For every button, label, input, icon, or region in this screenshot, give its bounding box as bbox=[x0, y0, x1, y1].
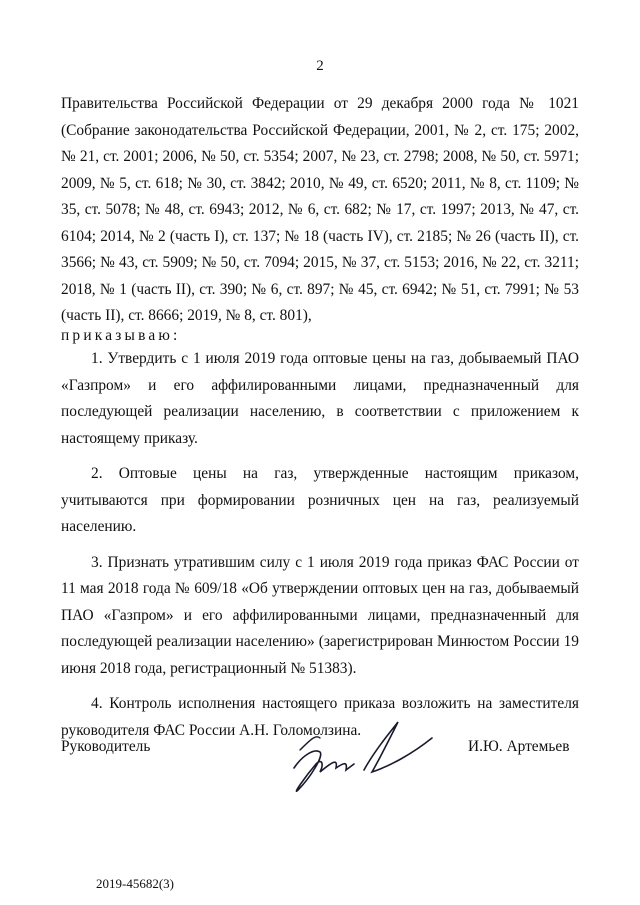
decree-item-2: 2. Оптовые цены на газ, утвержденные настоящим приказом, учитываются при формировании розничных цен на газ, реализуемый населению. bbox=[61, 465, 579, 535]
decree-item-3: 3. Признать утратившим силу с 1 июля 2019 года приказ ФАС России от 11 мая 2018 года № 609/18 «Об утверждении оптовых цен на газ, добываемый ПАО «Газпром» и его аффилированными лицами, предназначенный для последующей реализации населению» (зарегистрирован Минюстом России 19 июня 2018 года, регистрационный № 51383). bbox=[61, 553, 579, 677]
decree-item-4: 4. Контроль исполнения настоящего приказа возложить на заместителя руководителя ФАС России А.Н. Голомолзина. bbox=[61, 695, 579, 739]
preamble-paragraph: Правительства Российской Федерации от 29 декабря 2000 года № 1021 (Собрание законодательства Российской Федерации, 2001, № 2, ст. 175; 2002, № 21, ст. 2001; 2006, № 50, ст. 5354; 2007, № 23, ст. 2798; 2008, № 50, ст. 5971; 2009, № 5, ст. 618; № 30, ст. 3842; 2010, № 49, ст. 6520; 2011, № 8, ст. 1109; № 35, ст. 5078; № 48, ст. 6943; 2012, № 6, ст. 682; № 17, ст. 1997; 2013, № 47, ст. 6104; 2014, № 2 (часть I), ст. 137; № 18 (часть IV), ст. 2185; № 26 (часть II), ст. 3566; № 43, ст. 5909; № 50, ст. 7094; 2015, № 37, ст. 5153; 2016, № 22, ст. 3211; 2018, № 1 (часть II), ст. 390; № 6, ст. 897; № 45, ст. 6942; № 51, ст. 7991; № 53 (часть II), ст. 8666; 2019, № 8, ст. 801), bbox=[61, 95, 579, 324]
decree-word: приказываю: bbox=[61, 327, 181, 344]
signer-title: Руководитель bbox=[61, 738, 151, 755]
decree-item-1: 1. Утвердить с 1 июля 2019 года оптовые цены на газ, добываемый ПАО «Газпром» и его аффилированными лицами, предназначенный для последующей реализации населению, в соответствии с приложением к настоящему приказу. bbox=[61, 350, 579, 447]
decree-items bbox=[61, 346, 579, 753]
handwritten-signature bbox=[280, 708, 440, 798]
signer-name: И.Ю. Артемьев bbox=[468, 738, 570, 755]
document-number: 2019-45682(3) bbox=[96, 876, 174, 891]
page-number: 2 bbox=[316, 58, 324, 74]
